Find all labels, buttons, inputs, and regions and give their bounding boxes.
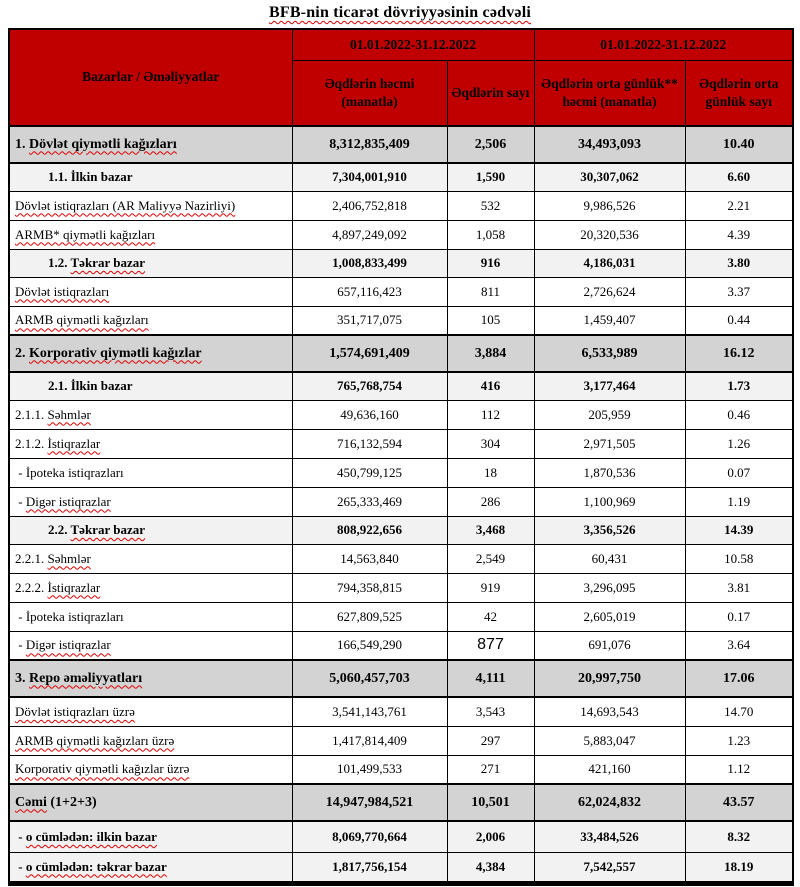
row-label [9, 191, 292, 220]
row-label-suffix: (1+2+3) [46, 794, 97, 810]
row-label-text: ARMB qiymətli kağızları [15, 312, 149, 328]
cell-value: 14,563,840 [292, 544, 447, 573]
header-deal-count: Əqdlərin sayı [447, 61, 534, 127]
cell-value: 1,590 [447, 163, 534, 191]
cell-value: 1.26 [685, 429, 793, 458]
cell-value: 60,431 [534, 544, 685, 573]
cell-value: 3.64 [685, 631, 793, 660]
cell-value: 6.60 [685, 163, 793, 191]
cell-value: 1,058 [447, 220, 534, 249]
table-row [9, 544, 793, 573]
row-label-prefix: 2.1.2. [15, 435, 48, 451]
cell-value: 3.81 [685, 573, 793, 602]
table-row [9, 852, 793, 883]
cell-value: 10.40 [685, 126, 793, 163]
cell-value: 205,959 [534, 400, 685, 429]
table-row [9, 602, 793, 631]
cell-value: 0.46 [685, 400, 793, 429]
table-row [9, 516, 793, 544]
cell-value: 1,574,691,409 [292, 335, 447, 372]
cell-value: 421,160 [534, 755, 685, 784]
row-label [9, 429, 292, 458]
document-title: BFB-nin ticarət dövriyyəsinin cədvəli [268, 4, 532, 21]
row-label [9, 755, 292, 784]
cell-value: 49,636,160 [292, 400, 447, 429]
cell-value: 916 [447, 249, 534, 277]
cell-value: 30,307,062 [534, 163, 685, 191]
table-row [9, 631, 793, 660]
row-label-prefix: 2. [15, 345, 29, 361]
cell-value: 9,986,526 [534, 191, 685, 220]
row-label-text: İlkin bazar [70, 378, 133, 394]
cell-value: 3.80 [685, 249, 793, 277]
cell-value: 0.44 [685, 306, 793, 335]
row-label [9, 458, 292, 487]
row-label [9, 660, 292, 697]
table-row [9, 372, 793, 400]
cell-value: 919 [447, 573, 534, 602]
row-label [9, 573, 292, 602]
cell-value: 14,693,543 [534, 697, 685, 726]
row-label-text: o cümlədən: ilkin bazar [25, 828, 157, 844]
cell-value: 8,312,835,409 [292, 126, 447, 163]
cell-value: 1,008,833,499 [292, 249, 447, 277]
cell-value: 33,484,526 [534, 821, 685, 852]
cell-value: 1.12 [685, 755, 793, 784]
row-label-text: İpoteka istiqrazları [25, 608, 124, 624]
row-label [9, 544, 292, 573]
cell-value: 416 [447, 372, 534, 400]
table-row [9, 726, 793, 755]
row-label [9, 163, 292, 191]
row-label-text: Dövlət istiqrazları üzrə [15, 703, 135, 719]
cell-value: 2,549 [447, 544, 534, 573]
cell-value: 7,304,001,910 [292, 163, 447, 191]
cell-value: 716,132,594 [292, 429, 447, 458]
row-label [9, 487, 292, 516]
table-body [9, 126, 793, 883]
row-label-text: Dövlət istiqrazları [15, 283, 110, 299]
table-row [9, 306, 793, 335]
cell-value: 62,024,832 [534, 784, 685, 821]
cell-value: 2,506 [447, 126, 534, 163]
row-label-text: Təkrar bazar [70, 255, 146, 270]
cell-value: 4.39 [685, 220, 793, 249]
row-label-prefix: 3. [15, 670, 29, 686]
header-period-1: 01.01.2022-31.12.2022 [292, 29, 534, 61]
cell-value: 304 [447, 429, 534, 458]
cell-value: 3.37 [685, 277, 793, 306]
table-row [9, 429, 793, 458]
row-label [9, 335, 292, 372]
header-period-row [9, 29, 793, 61]
header-deal-volume: Əqdlərin həcmi (manatla) [292, 61, 447, 127]
table-row [9, 573, 793, 602]
table-row [9, 126, 793, 163]
cell-value: 42 [447, 602, 534, 631]
cell-value: 877 [447, 631, 534, 660]
row-label-prefix: - [15, 637, 26, 653]
table-row [9, 755, 793, 784]
cell-value: 14.70 [685, 697, 793, 726]
cell-value: 3,356,526 [534, 516, 685, 544]
row-label [9, 821, 292, 852]
cell-value: 811 [447, 277, 534, 306]
row-label-text: Səhmlər [47, 406, 91, 422]
cell-value: 112 [447, 400, 534, 429]
row-label-prefix: 1. [15, 136, 29, 152]
row-label [9, 516, 292, 544]
cell-value: 3,541,143,761 [292, 697, 447, 726]
row-label-text: ARMB qiymətli kağızları üzrə [15, 732, 175, 748]
cell-value: 450,799,125 [292, 458, 447, 487]
row-label-prefix: 1.1. [48, 169, 71, 185]
cell-value: 3,468 [447, 516, 534, 544]
cell-value: 3,177,464 [534, 372, 685, 400]
cell-value: 34,493,093 [534, 126, 685, 163]
row-label [9, 631, 292, 660]
row-label-prefix: 2.2.2. [15, 579, 48, 595]
row-label [9, 220, 292, 249]
row-label-prefix: - [15, 828, 26, 844]
cell-value: 351,717,075 [292, 306, 447, 335]
table-row [9, 784, 793, 821]
row-label-text: Korporativ qiymətli kağızlar [29, 345, 202, 361]
cell-value: 0.17 [685, 602, 793, 631]
row-label [9, 277, 292, 306]
cell-value: 765,768,754 [292, 372, 447, 400]
cell-value: 4,384 [447, 852, 534, 883]
row-label-prefix: 2.2.1. [15, 550, 48, 566]
table-row [9, 220, 793, 249]
cell-value: 3,884 [447, 335, 534, 372]
cell-value: 1,817,756,154 [292, 852, 447, 883]
row-label-text: Repo əməliyyatları [29, 670, 143, 686]
header-avg-daily-count: Əqdlərin orta günlük sayı [685, 61, 793, 127]
row-label [9, 126, 292, 163]
cell-value: 1.73 [685, 372, 793, 400]
cell-value: 0.07 [685, 458, 793, 487]
row-label-prefix: 2.1. [48, 378, 71, 394]
row-label-text: ARMB* qiymətli kağızları [15, 226, 156, 242]
row-label [9, 400, 292, 429]
table-row [9, 277, 793, 306]
cell-value: 2,406,752,818 [292, 191, 447, 220]
row-label-text: İpoteka istiqrazları [25, 464, 124, 480]
row-label [9, 306, 292, 335]
header-avg-daily-volume: Əqdlərin orta günlük** həcmi (manatla) [534, 61, 685, 127]
cell-value: 8.32 [685, 821, 793, 852]
cell-value: 101,499,533 [292, 755, 447, 784]
cell-value: 18 [447, 458, 534, 487]
table-row [9, 487, 793, 516]
cell-value: 14.39 [685, 516, 793, 544]
row-label [9, 852, 292, 883]
cell-value: 18.19 [685, 852, 793, 883]
row-label-prefix: - [15, 493, 26, 509]
cell-value: 4,186,031 [534, 249, 685, 277]
table-row [9, 821, 793, 852]
row-label-text: Dövlət qiymətli kağızları [29, 136, 177, 152]
cell-value: 5,883,047 [534, 726, 685, 755]
cell-value: 166,549,290 [292, 631, 447, 660]
row-label [9, 372, 292, 400]
row-label-text: Təkrar bazar [70, 522, 146, 537]
cell-value: 3,543 [447, 697, 534, 726]
cell-value: 10,501 [447, 784, 534, 821]
cell-value: 297 [447, 726, 534, 755]
cell-value: 14,947,984,521 [292, 784, 447, 821]
row-label [9, 726, 292, 755]
cell-value: 4,897,249,092 [292, 220, 447, 249]
cell-value: 6,533,989 [534, 335, 685, 372]
cell-value: 2,971,505 [534, 429, 685, 458]
cell-value: 691,076 [534, 631, 685, 660]
cell-value: 10.58 [685, 544, 793, 573]
cell-value: 1,870,536 [534, 458, 685, 487]
row-label-text: İstiqrazlar [47, 435, 101, 451]
row-label-prefix: 1.2. [48, 255, 71, 270]
cell-value: 794,358,815 [292, 573, 447, 602]
row-label-text: Digər istiqrazlar [25, 637, 111, 653]
cell-value: 1.19 [685, 487, 793, 516]
row-label-text: o cümlədən: təkrar bazar [25, 858, 167, 874]
cell-value: 20,997,750 [534, 660, 685, 697]
row-label-text: Səhmlər [47, 550, 91, 566]
cell-value: 8,069,770,664 [292, 821, 447, 852]
cell-value: 271 [447, 755, 534, 784]
cell-value: 265,333,469 [292, 487, 447, 516]
row-label-text: Cəmi [15, 794, 47, 810]
row-label-text: Dövlət istiqrazları (AR Maliyyə Nazirliyi) [15, 197, 236, 213]
table-row [9, 458, 793, 487]
row-label-text: Digər istiqrazlar [25, 493, 111, 509]
table-row [9, 335, 793, 372]
cell-value: 2,605,019 [534, 602, 685, 631]
cell-value: 1,100,969 [534, 487, 685, 516]
table-row [9, 400, 793, 429]
table-row [9, 660, 793, 697]
cell-value: 2.21 [685, 191, 793, 220]
row-label [9, 602, 292, 631]
cell-value: 7,542,557 [534, 852, 685, 883]
header-markets-operations: Bazarlar / Əməliyyatlar [9, 29, 292, 126]
header-period-2: 01.01.2022-31.12.2022 [534, 29, 793, 61]
table-row [9, 191, 793, 220]
row-label-text: İlkin bazar [70, 169, 133, 185]
row-label-text: İstiqrazlar [47, 579, 101, 595]
cell-value: 16.12 [685, 335, 793, 372]
cell-value: 2,006 [447, 821, 534, 852]
turnover-table [8, 28, 794, 886]
cell-value: 43.57 [685, 784, 793, 821]
cell-value: 808,922,656 [292, 516, 447, 544]
row-label-prefix: - [15, 858, 26, 874]
table-row [9, 163, 793, 191]
cell-value: 17.06 [685, 660, 793, 697]
cell-value: 20,320,536 [534, 220, 685, 249]
cell-value: 1,417,814,409 [292, 726, 447, 755]
cell-value: 2,726,624 [534, 277, 685, 306]
row-label-prefix: 2.1.1. [15, 406, 48, 422]
table-row [9, 249, 793, 277]
row-label-text: Korporativ qiymətli kağızlar üzrə [15, 761, 190, 777]
cell-value: 286 [447, 487, 534, 516]
cell-value: 532 [447, 191, 534, 220]
row-label-prefix: - [15, 464, 26, 480]
table-row [9, 697, 793, 726]
row-label [9, 784, 292, 821]
row-label-prefix: - [15, 608, 26, 624]
cell-value: 105 [447, 306, 534, 335]
cell-value: 657,116,423 [292, 277, 447, 306]
cell-value: 5,060,457,703 [292, 660, 447, 697]
row-label [9, 697, 292, 726]
cell-value: 1,459,407 [534, 306, 685, 335]
cell-value: 1.23 [685, 726, 793, 755]
cell-value: 3,296,095 [534, 573, 685, 602]
table-header [9, 29, 793, 126]
cell-value: 627,809,525 [292, 602, 447, 631]
cell-value: 4,111 [447, 660, 534, 697]
row-label-prefix: 2.2. [48, 522, 71, 537]
row-label [9, 249, 292, 277]
